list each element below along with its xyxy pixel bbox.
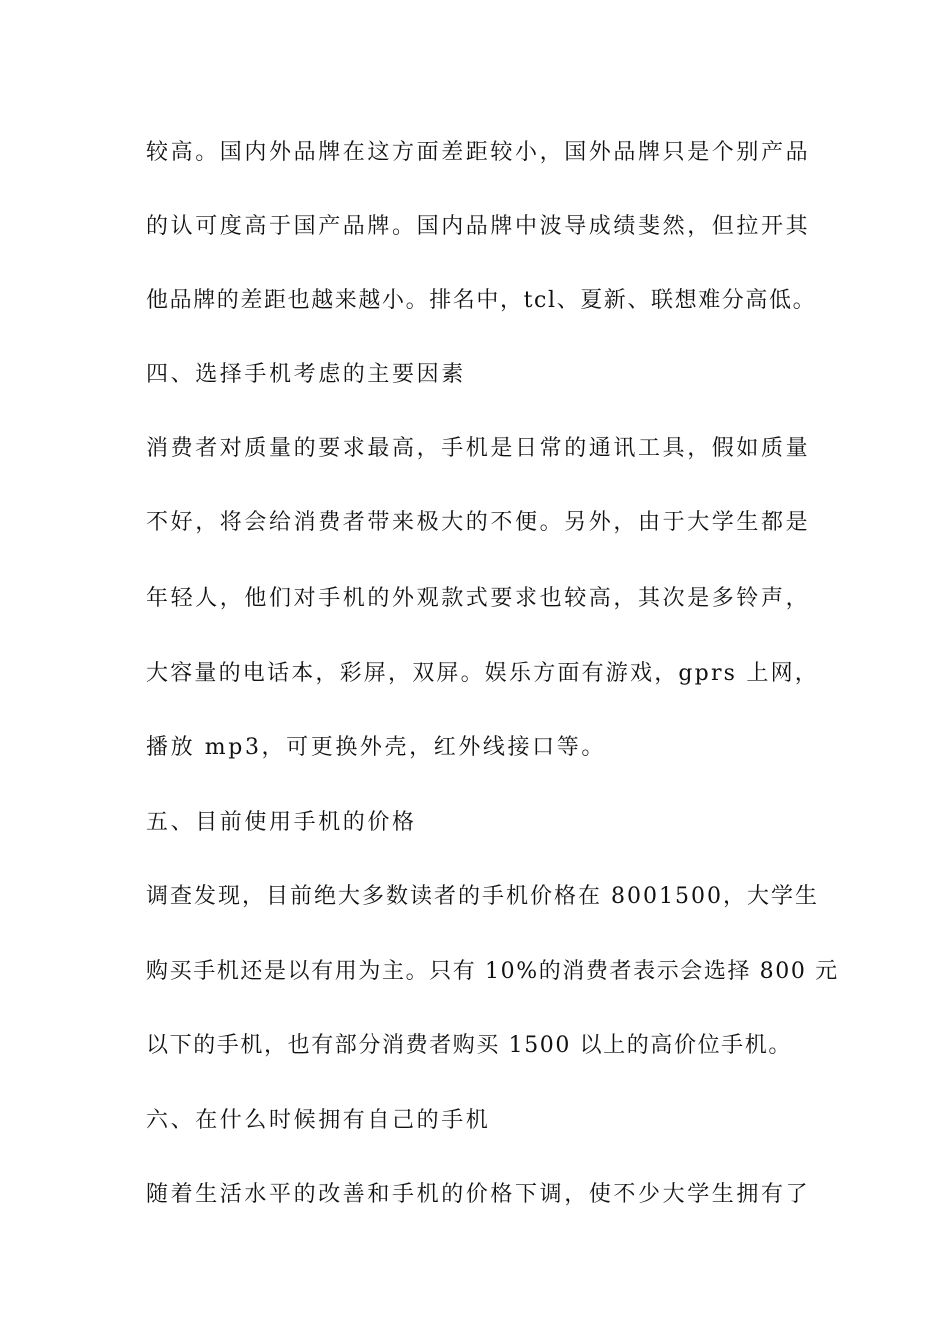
section-heading: 四、选择手机考虑的主要因素: [146, 362, 466, 387]
paragraph-line: 不好，将会给消费者带来极大的不便。另外，由于大学生都是: [146, 510, 811, 535]
paragraph-line: 随着生活水平的改善和手机的价格下调，使不少大学生拥有了: [146, 1182, 811, 1207]
paragraph-line: 他品牌的差距也越来越小。排名中，tcl、夏新、联想难分高低。: [146, 288, 817, 313]
paragraph-line: 消费者对质量的要求最高，手机是日常的通讯工具，假如质量: [146, 436, 811, 461]
paragraph-line: 购买手机还是以有用为主。只有 10%的消费者表示会选择 800 元: [146, 959, 839, 984]
paragraph-line: 较高。国内外品牌在这方面差距较小，国外品牌只是个别产品: [146, 140, 811, 165]
section-heading: 六、在什么时候拥有自己的手机: [146, 1108, 491, 1133]
paragraph-line: 调查发现，目前绝大多数读者的手机价格在 8001500，大学生: [146, 884, 819, 909]
paragraph-line: 年轻人，他们对手机的外观款式要求也较高，其次是多铃声，: [146, 586, 811, 611]
paragraph-line: 大容量的电话本，彩屏，双屏。娱乐方面有游戏，gprs 上网，: [146, 661, 819, 686]
paragraph-line: 播放 mp3，可更换外壳，红外线接口等。: [146, 735, 606, 760]
paragraph-line: 的认可度高于国产品牌。国内品牌中波导成绩斐然，但拉开其: [146, 214, 811, 239]
paragraph-line: 以下的手机，也有部分消费者购买 1500 以上的高价位手机。: [146, 1033, 792, 1058]
section-heading: 五、目前使用手机的价格: [146, 810, 417, 835]
